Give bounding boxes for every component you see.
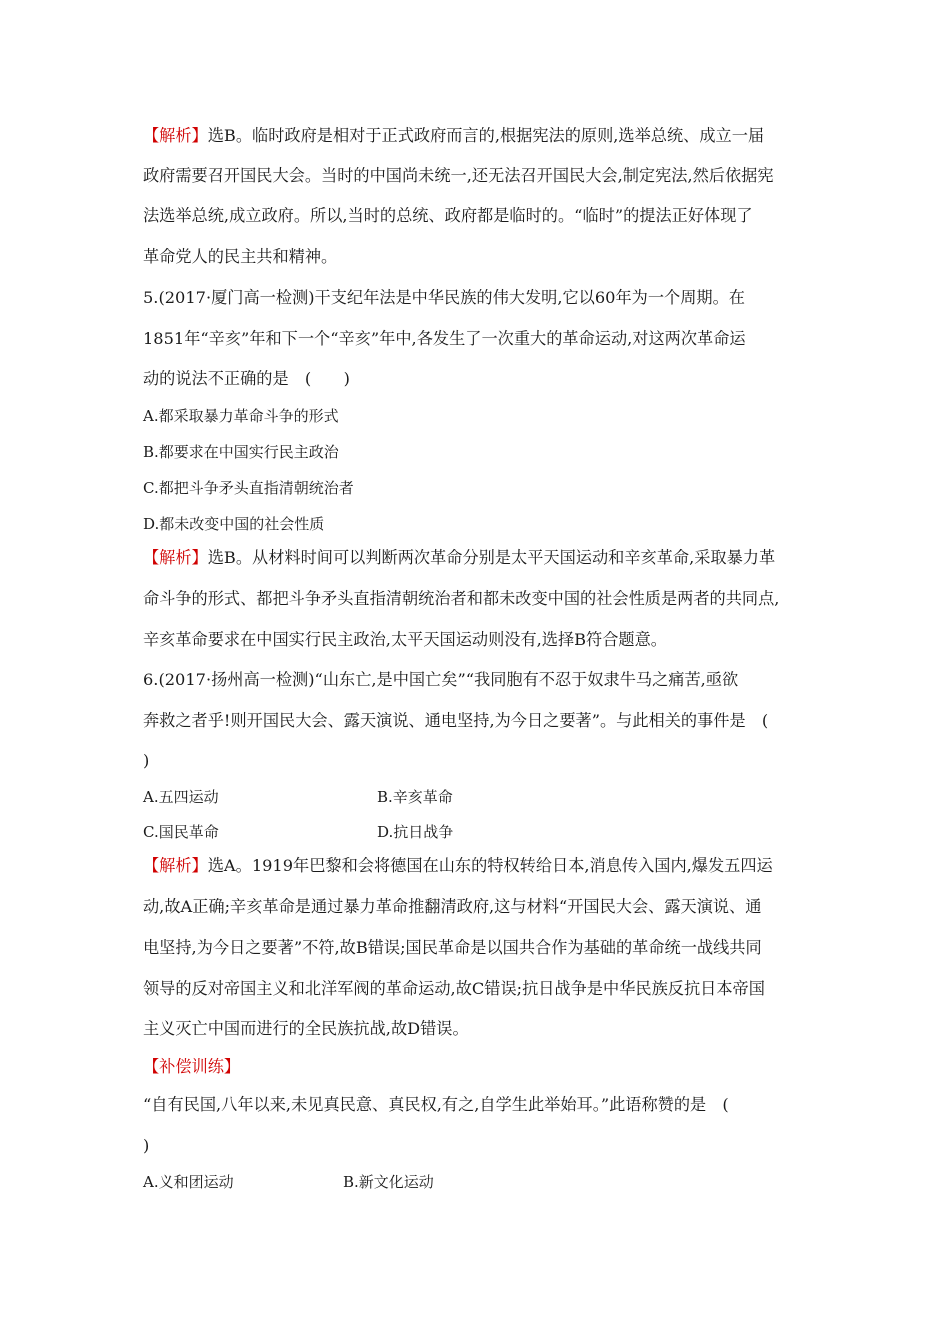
option-b: B.都要求在中国实行民主政治 [143, 443, 339, 461]
analysis-line: 辛亥革命要求在中国实行民主政治,太平天国运动则没有,选择B符合题意。 [143, 630, 667, 649]
analysis-label: 【解析】 [143, 856, 208, 875]
analysis-line: 命斗争的形式、都把斗争矛头直指清朝统治者和都未改变中国的社会性质是两者的共同点, [143, 589, 780, 608]
supplement-label: 【补偿训练】 [143, 1057, 241, 1076]
option-a: A.都采取暴力革命斗争的形式 [143, 407, 339, 425]
option-a: A.五四运动 [143, 788, 219, 806]
option-c: C.国民革命 [143, 823, 219, 841]
analysis-line: 电坚持,为今日之要著”不符,故B错误;国民革命是以国共合作为基础的革命统一战线共同 [143, 938, 762, 957]
option-a: A.义和团运动 [143, 1173, 234, 1191]
option-d: D.抗日战争 [377, 823, 454, 841]
question-6-stem: 奔救之者乎!则开国民大会、露天演说、通电坚持,为今日之要著”。与此相关的事件是 ( [143, 711, 769, 730]
analysis-line: 【解析】选A。1919年巴黎和会将德国在山东的特权转给日本,消息传入国内,爆发五四运 [143, 856, 773, 875]
analysis-line: 法选举总统,成立政府。所以,当时的总统、政府都是临时的。“临时”的提法正好体现了 [143, 206, 753, 225]
question-6-stem: ) [143, 751, 150, 770]
analysis-line: 主义灭亡中国而进行的全民族抗战,故D错误。 [143, 1019, 469, 1038]
option-c: C.都把斗争矛头直指清朝统治者 [143, 479, 354, 497]
option-d: D.都未改变中国的社会性质 [143, 515, 325, 533]
question-5-stem: 5.(2017·厦门高一检测)干支纪年法是中华民族的伟大发明,它以60年为一个周期。在 [143, 288, 745, 307]
option-b: B.辛亥革命 [377, 788, 453, 806]
option-b: B.新文化运动 [343, 1173, 434, 1191]
analysis-line: 动,故A正确;辛亥革命是通过暴力革命推翻清政府,这与材料“开国民大会、露天演说、通 [143, 897, 762, 916]
analysis-line: 【解析】选B。从材料时间可以判断两次革命分别是太平天国运动和辛亥革命,采取暴力革 [143, 548, 776, 567]
analysis-line: 【解析】选B。临时政府是相对于正式政府而言的,根据宪法的原则,选举总统、成立一届 [143, 126, 765, 145]
analysis-label: 【解析】 [143, 126, 208, 145]
supplement-stem: ) [143, 1136, 150, 1155]
supplement-stem: “自有民国,八年以来,未见真民意、真民权,有之,自学生此举始耳。”此语称赞的是 ( [143, 1095, 729, 1114]
question-5-stem: 1851年“辛亥”年和下一个“辛亥”年中,各发生了一次重大的革命运动,对这两次革命运 [143, 329, 746, 348]
analysis-line: 领导的反对帝国主义和北洋军阀的革命运动,故C错误;抗日战争是中华民族反抗日本帝国 [143, 979, 765, 998]
analysis-label: 【解析】 [143, 548, 208, 567]
analysis-line: 革命党人的民主共和精神。 [143, 247, 338, 266]
analysis-line: 政府需要召开国民大会。当时的中国尚未统一,还无法召开国民大会,制定宪法,然后依据宪 [143, 166, 774, 185]
question-6-stem: 6.(2017·扬州高一检测)“山东亡,是中国亡矣”“我同胞有不忍于奴隶牛马之痛苦,亟欲 [143, 670, 739, 689]
question-5-stem: 动的说法不正确的是 ( ) [143, 369, 350, 388]
